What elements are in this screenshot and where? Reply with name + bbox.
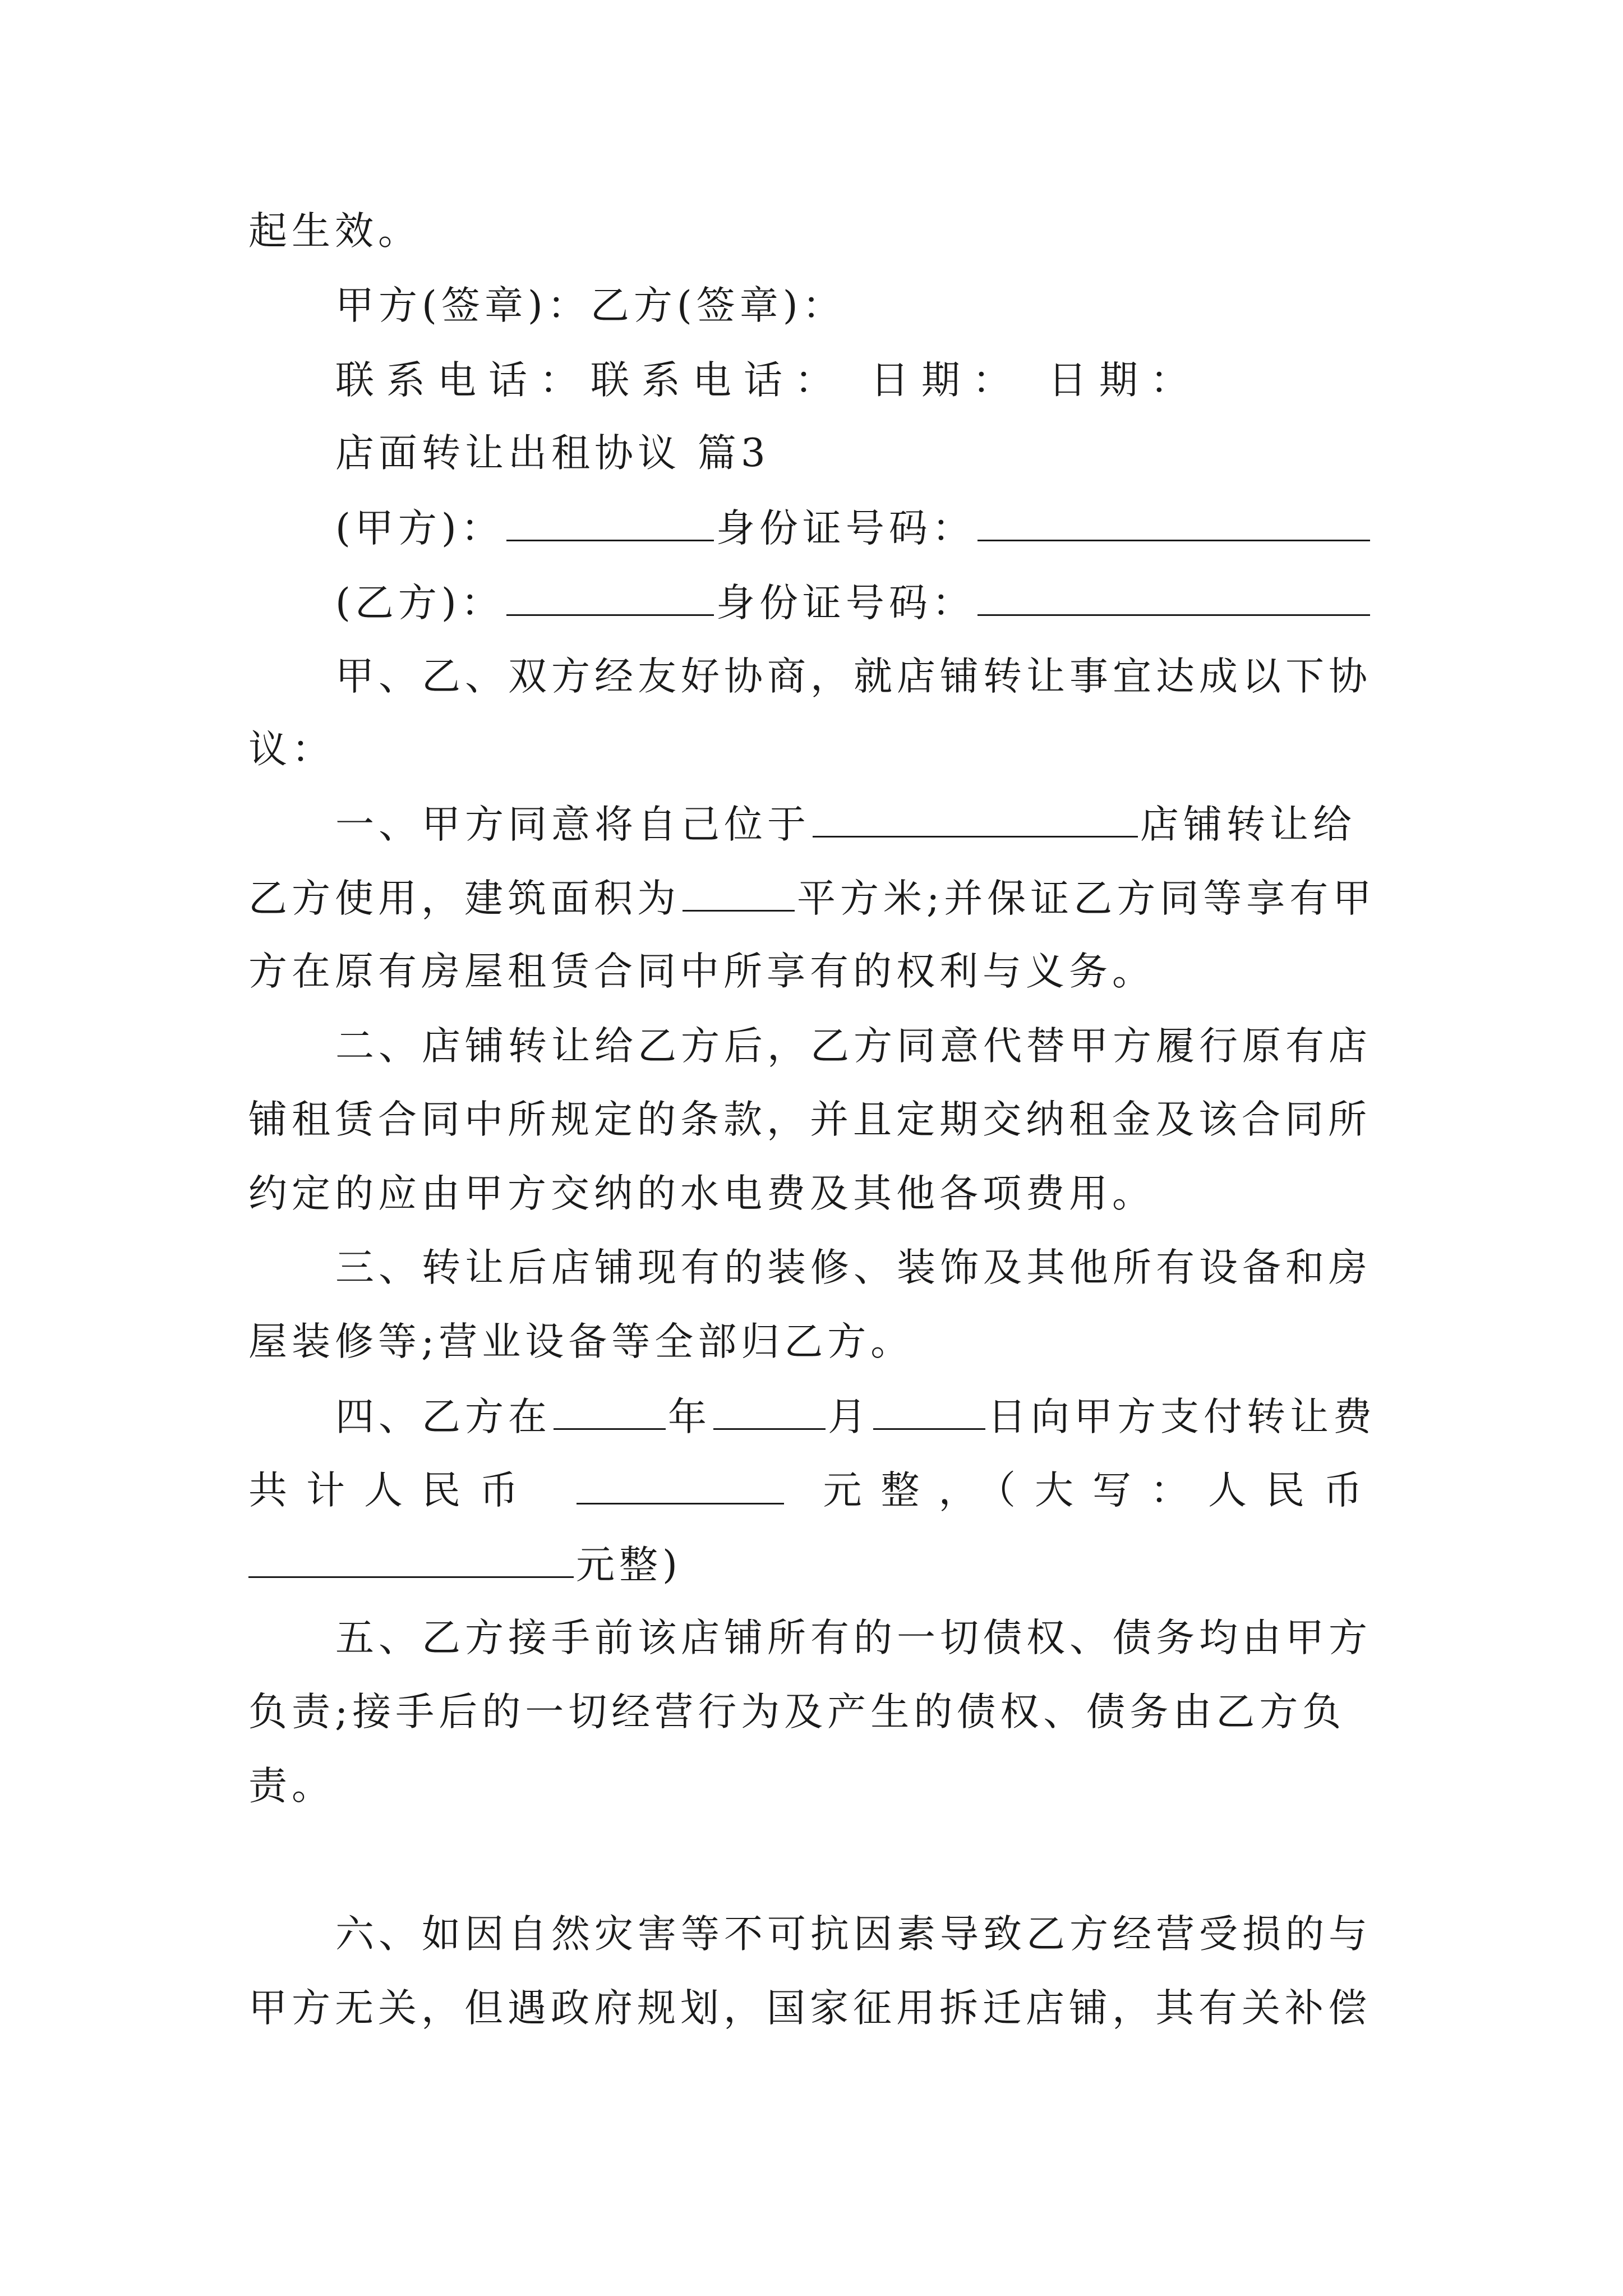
day-blank <box>873 1393 985 1430</box>
text-line: 约定的应由甲方交纳的水电费及其他各项费用。 <box>248 1171 1155 1216</box>
text-line: 起生效。 <box>248 209 421 254</box>
text-line: 三、转让后店铺现有的装修、装饰及其他所有设备和房 <box>335 1245 1372 1290</box>
text-line: 甲方无关，但遇政府规划，国家征用拆迁店铺，其有关补偿 <box>248 1986 1371 2031</box>
clause-1-suffix: 店铺转让给 <box>1140 802 1356 847</box>
clause-1-area-line <box>248 875 1381 920</box>
party-a-line <box>335 505 1381 550</box>
party-b-id-blank <box>978 579 1370 616</box>
area-prefix: 乙方使用，建筑面积为 <box>248 876 680 921</box>
party-b-name-blank <box>506 579 714 616</box>
party-a-name-blank <box>506 505 714 541</box>
party-b-line <box>335 579 1381 624</box>
clause-1-prefix: 一、甲方同意将自己位于 <box>335 802 810 847</box>
total-label: 共计人民币 <box>248 1468 537 1513</box>
party-a-id-blank <box>978 505 1370 541</box>
area-blank <box>683 875 795 912</box>
clause-4-amount-line <box>248 1468 1381 1513</box>
signature-line: 甲方(签章)：乙方(签章)： <box>335 283 846 328</box>
clause-4-capital-line <box>248 1542 1381 1586</box>
text-line: 负责;接手后的一切经营行为及产生的债权、债务由乙方负 <box>248 1690 1346 1734</box>
capital-label: 元整，（大写：人民币 <box>823 1468 1381 1513</box>
text-line: 铺租赁合同中所规定的条款，并且定期交纳租金及该合同所 <box>248 1097 1371 1142</box>
area-suffix: 平方米;并保证乙方同等享有甲 <box>797 876 1376 921</box>
text-line: 二、店铺转让给乙方后，乙方同意代替甲方履行原有店 <box>335 1024 1372 1069</box>
clause-4-pay-text: 日向甲方支付转让费 <box>988 1395 1376 1439</box>
amount-blank <box>577 1468 784 1504</box>
party-b-label: (乙方)： <box>335 581 504 625</box>
text-line: 六、如因自然灾害等不可抗因素导致乙方经营受损的与 <box>335 1912 1372 1957</box>
text-line: 屋装修等;营业设备等全部归乙方。 <box>248 1319 914 1364</box>
text-line: 五、乙方接手前该店铺所有的一切债权、债务均由甲方 <box>335 1616 1372 1660</box>
text-line: 责。 <box>248 1764 335 1809</box>
year-blank <box>554 1393 666 1430</box>
year-label: 年 <box>668 1395 711 1439</box>
clause-1-line <box>335 801 1381 846</box>
month-blank <box>713 1393 826 1430</box>
text-line: 议： <box>248 727 335 772</box>
capital-amount-blank <box>248 1542 574 1578</box>
section-title: 店面转让出租协议 篇3 <box>335 431 770 476</box>
clause-4-prefix: 四、乙方在 <box>335 1395 551 1439</box>
contact-line: 联系电话：联系电话： 日期： 日期： <box>335 358 1201 403</box>
text-line: 方在原有房屋租赁合同中所享有的权利与义务。 <box>248 949 1155 994</box>
text-line: 甲、乙、双方经友好协商，就店铺转让事宜达成以下协 <box>335 654 1372 699</box>
party-a-id-label: 身份证号码： <box>716 506 975 551</box>
clause-4-date-line <box>335 1393 1381 1438</box>
clause-4-end: 元整) <box>576 1543 682 1588</box>
party-b-id-label: 身份证号码： <box>716 581 975 625</box>
month-label: 月 <box>828 1395 871 1439</box>
party-a-label: (甲方)： <box>335 506 504 551</box>
location-blank <box>813 801 1138 838</box>
